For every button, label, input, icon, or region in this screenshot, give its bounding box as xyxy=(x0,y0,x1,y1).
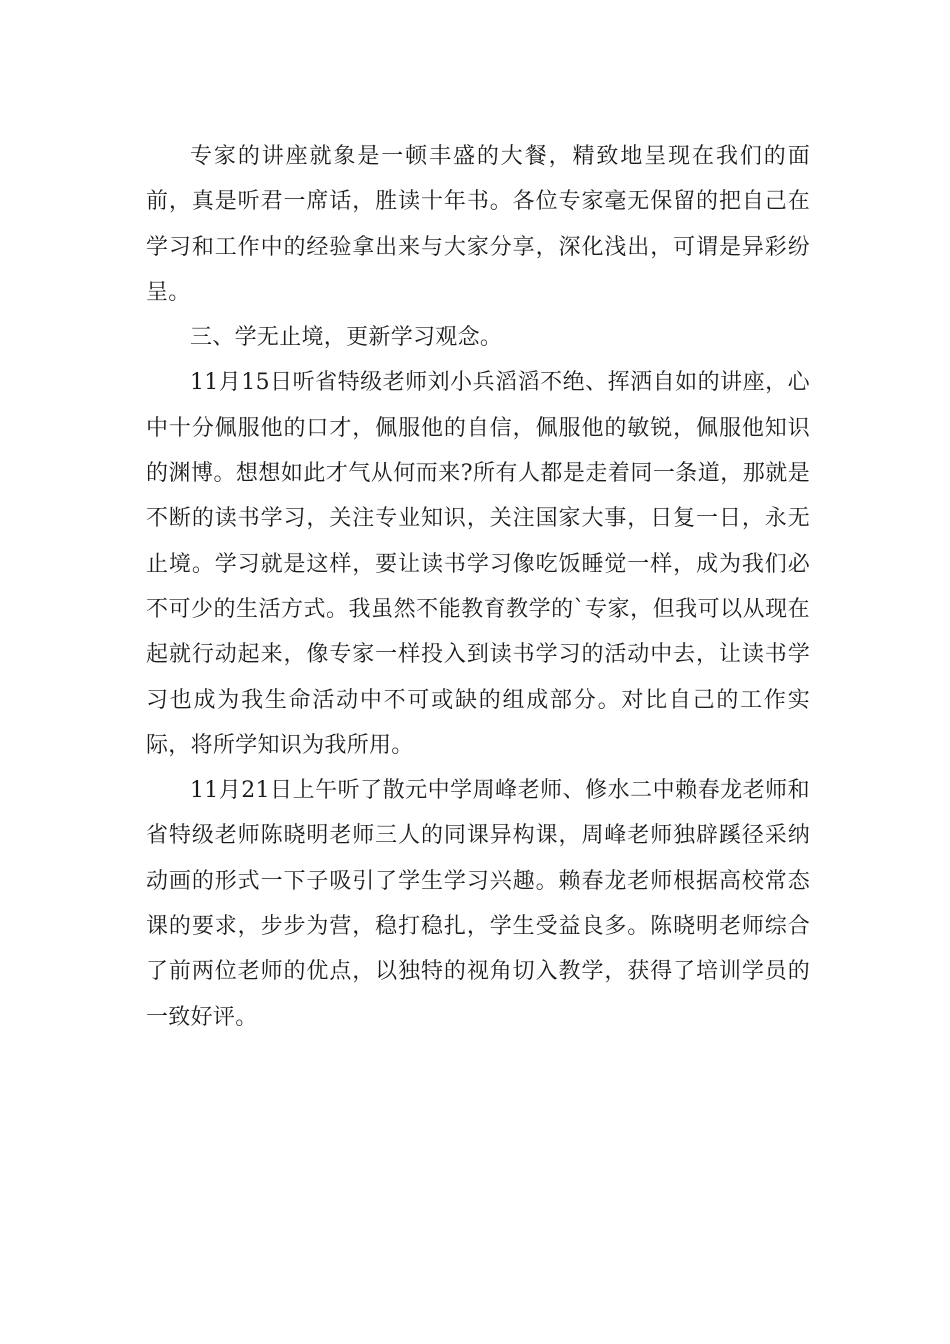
paragraph-nov-21-lessons: 11月21日上午听了散元中学周峰老师、修水二中赖春龙老师和省特级老师陈晓明老师三人的同课异构课，周峰老师独辟蹊径采纳动画的形式一下子吸引了学生学习兴趣。赖春龙老师根据高校常态课的要求，步步为营，稳打稳扎，学生受益良多。陈晓明老师综合了前两位老师的优点，以独特的视角切入教学，获得了培训学员的一致好评。 xyxy=(146,778,810,1030)
document-body xyxy=(146,134,810,1040)
section-heading-lifelong-learning: 三、学无止境，更新学习观念。 xyxy=(190,325,503,351)
paragraph-expert-lectures: 专家的讲座就象是一顿丰盛的大餐，精致地呈现在我们的面前，真是听君一席话，胜读十年书。各位专家毫无保留的把自己在学习和工作中的经验拿出来与大家分享，深化浅出，可谓是异彩纷呈。 xyxy=(146,144,810,305)
paragraph-nov-15-lecture: 11月15日听省特级老师刘小兵滔滔不绝、挥洒自如的讲座，心中十分佩服他的口才，佩服他的自信，佩服他的敏锐，佩服他知识的渊博。想想如此才气从何而来?所有人都是走着同一条道，那就是不断的读书学习，关注专业知识，关注国家大事，日复一日，永无止境。学习就是这样，要让读书学习像吃饭睡觉一样，成为我们必不可少的生活方式。我虽然不能教育教学的`专家，但我可以从现在起就行动起来，像专家一样投入到读书学习的活动中去，让读书学习也成为我生命活动中不可或缺的组成部分。对比自己的工作实际，将所学知识为我所用。 xyxy=(146,370,810,758)
